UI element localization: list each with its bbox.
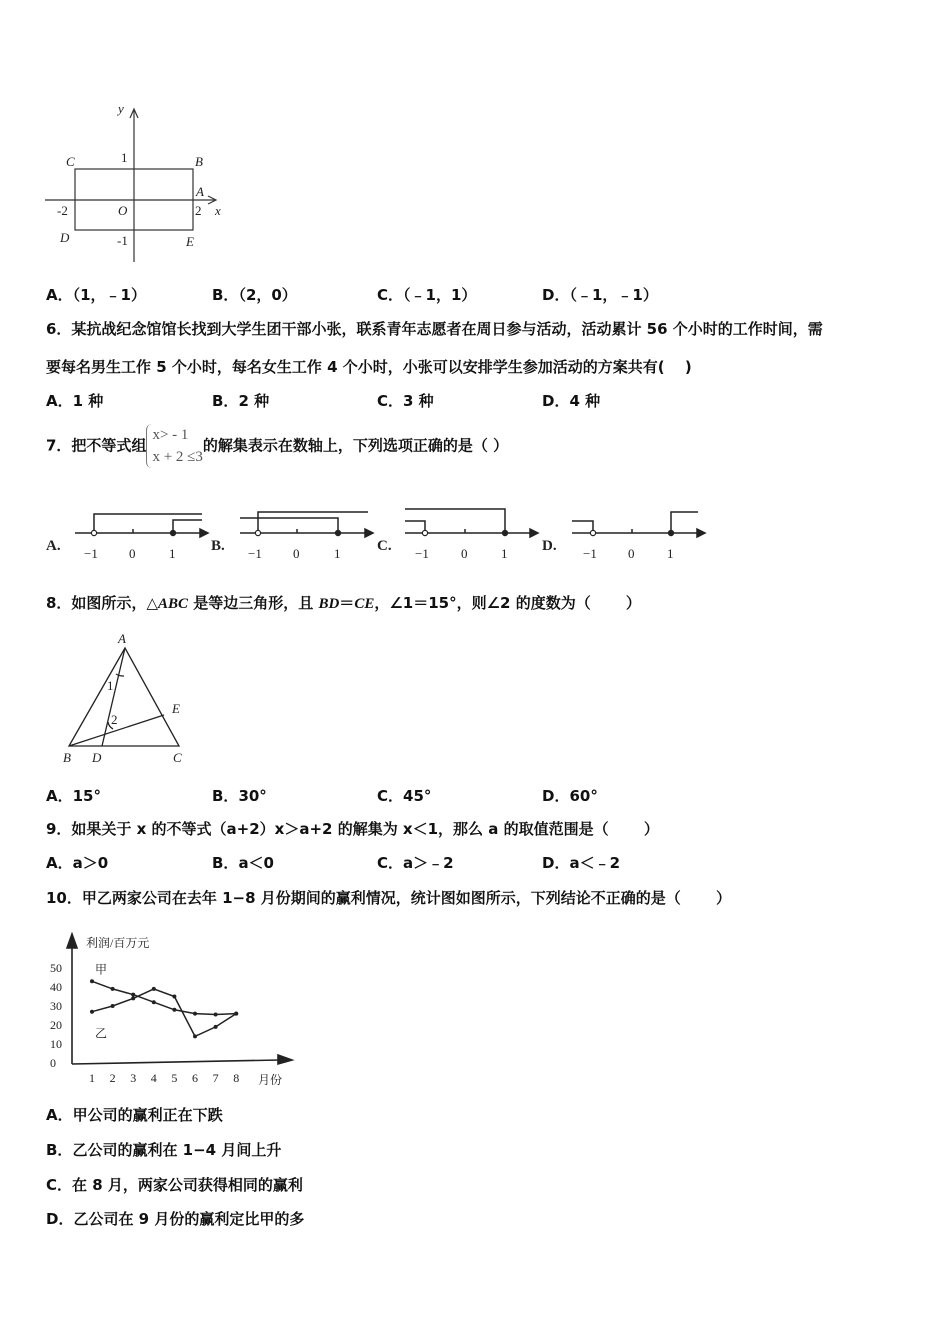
tick-neg-1: −1: [248, 546, 262, 561]
option-letter: B．: [46, 1141, 73, 1159]
chart-x-arrow: [278, 1055, 292, 1064]
label-e: E: [186, 234, 194, 249]
tick-0: 0: [461, 546, 468, 561]
option-letter: C．: [377, 854, 404, 872]
y-tick-label: 10: [50, 1037, 62, 1051]
label-d: D: [60, 230, 70, 245]
option-text: 3 种: [403, 392, 434, 410]
q8-text-part: 8．如图所示，△: [46, 594, 158, 612]
x-tick-label: 4: [150, 1071, 157, 1085]
option-text: 15°: [72, 787, 101, 805]
q10-option-b[interactable]: [46, 1141, 281, 1159]
option-letter: C．: [377, 787, 404, 805]
q7-option-b[interactable]: B.: [211, 538, 225, 554]
option-text: 甲公司的赢利正在下跌: [72, 1106, 223, 1124]
tick-0: 0: [293, 546, 300, 561]
series-label: 甲: [95, 962, 108, 977]
option-letter: A．: [46, 787, 73, 805]
series-line-yi: [92, 989, 236, 1037]
label-a: A: [118, 631, 126, 646]
data-point: [234, 1012, 238, 1016]
data-point: [90, 979, 94, 983]
option-text: （1，﹣1）: [72, 286, 146, 304]
option-letter: C．: [46, 1176, 73, 1194]
inequality-1: x> - 1: [152, 427, 189, 443]
tick-0: 0: [129, 546, 136, 561]
q8-ce: CE: [354, 596, 375, 612]
tick-neg-2: -2: [57, 203, 68, 218]
q8-text-part: ，∠1＝15°，则∠2 的度数为（ ）: [374, 594, 641, 612]
label-c: C: [66, 154, 75, 169]
data-point: [193, 1034, 197, 1038]
tick-0: 0: [628, 546, 635, 561]
option-letter: B．: [212, 286, 239, 304]
q7-suffix: 的解集表示在数轴上，下列选项正确的是（ ）: [202, 436, 509, 455]
tick-2: 2: [195, 203, 202, 218]
x-tick-label: 3: [130, 1071, 137, 1085]
tick-1: 1: [169, 546, 176, 561]
q10-option-a[interactable]: [46, 1106, 223, 1124]
q9-text: 9．如果关于 x 的不等式（a+2）x＞a+2 的解集为 x＜1，那么 a 的取值范围是（ ）: [46, 820, 659, 838]
label-a: A: [196, 184, 204, 199]
q7-option-c[interactable]: C.: [377, 538, 392, 554]
data-point: [131, 993, 135, 997]
x-tick-label: 6: [192, 1071, 198, 1085]
option-letter: C．: [377, 392, 404, 410]
tick-1: 1: [121, 150, 128, 165]
tick-1: 1: [334, 546, 341, 561]
label-b: B: [195, 154, 203, 169]
label-e: E: [172, 701, 180, 716]
data-point: [111, 1004, 115, 1008]
y-tick-label: 20: [50, 1018, 62, 1032]
option-text: 2 种: [238, 392, 270, 410]
tick-neg-1: −1: [415, 546, 429, 561]
q6-text-line2: 要每名男生工作 5 个小时，每名女生工作 4 个小时，小张可以安排学生参加活动的方案共有( ): [46, 358, 692, 376]
chart-x-label: 月份: [258, 1073, 283, 1087]
x-tick-label: 7: [212, 1071, 219, 1085]
q8-bd: BD: [318, 596, 340, 612]
option-letter: A．: [46, 854, 73, 872]
option-letter: D．: [46, 1210, 74, 1228]
option-letter: D．: [542, 286, 570, 304]
y-tick-label: 50: [50, 961, 62, 975]
data-point: [172, 1008, 176, 1012]
option-text: 乙公司在 9 月份的赢利定比甲的多: [73, 1210, 305, 1228]
x-tick-label: 1: [89, 1071, 95, 1085]
q6-text-line1: 6．某抗战纪念馆馆长找到大学生团干部小张，联系青年志愿者在周日参与活动，活动累计 56 个小时的工作时间，需: [46, 320, 823, 338]
option-letter: B．: [212, 854, 239, 872]
data-point: [111, 987, 115, 991]
option-text: （2，0）: [238, 286, 297, 304]
option-text: 乙公司的赢利在 1−4 月间上升: [72, 1141, 282, 1159]
option-letter: B．: [212, 787, 239, 805]
data-point: [214, 1013, 218, 1017]
data-point: [152, 1000, 156, 1004]
x-tick-label: 5: [171, 1071, 178, 1085]
tick-1: 1: [501, 546, 508, 561]
label-y: y: [118, 101, 124, 116]
q10-option-d[interactable]: [46, 1210, 304, 1228]
option-letter: D．: [542, 787, 570, 805]
option-text: a＜﹣2: [569, 854, 621, 872]
q7-option-a[interactable]: A.: [46, 538, 61, 554]
tick-1: 1: [667, 546, 674, 561]
option-letter: A．: [46, 392, 73, 410]
label-x: x: [215, 203, 221, 218]
label-b: B: [63, 750, 71, 765]
option-text: 30°: [238, 787, 267, 805]
option-letter: C．: [377, 286, 404, 304]
label-c: C: [173, 750, 182, 765]
q7-prefix: 7．把不等式组: [46, 436, 147, 455]
option-text: 在 8 月，两家公司获得相同的赢利: [72, 1176, 303, 1194]
series-label: 乙: [95, 1026, 108, 1041]
tick-neg-1: -1: [117, 233, 128, 248]
label-angle-2: 2: [111, 712, 118, 727]
data-point: [172, 995, 176, 999]
data-point: [152, 987, 156, 991]
q8-abc: ABC: [157, 596, 188, 612]
data-point: [90, 1010, 94, 1014]
q10-text: 10．甲乙两家公司在去年 1−8 月份期间的赢利情况，统计图如图所示，下列结论不正确的是（ ）: [46, 889, 731, 907]
data-point: [214, 1025, 218, 1029]
data-point: [193, 1012, 197, 1016]
label-d: D: [92, 750, 102, 765]
data-point: [131, 996, 135, 1000]
q7-option-d[interactable]: D.: [542, 538, 557, 554]
option-text: 4 种: [569, 392, 601, 410]
x-tick-label: 8: [233, 1071, 240, 1085]
tick-neg-1: −1: [84, 546, 98, 561]
inequality-2: x + 2 ≤3: [152, 449, 203, 465]
tick-neg-1: −1: [583, 546, 597, 561]
option-text: a＞0: [72, 854, 109, 872]
option-letter: D．: [542, 854, 570, 872]
option-text: （﹣1，1）: [403, 286, 477, 304]
q10-option-c[interactable]: [46, 1176, 303, 1194]
option-text: （﹣1，﹣1）: [569, 286, 658, 304]
label-angle-1: 1: [107, 678, 114, 693]
q8-eq: ＝: [339, 594, 355, 612]
label-o: O: [118, 203, 128, 218]
option-text: 1 种: [72, 392, 104, 410]
option-text: a＜0: [238, 854, 274, 872]
chart-x-axis: [72, 1060, 280, 1064]
option-letter: A．: [46, 286, 73, 304]
option-text: a＞﹣2: [403, 854, 454, 872]
y-tick-label: 40: [50, 980, 62, 994]
series-line-jia: [92, 981, 236, 1014]
option-letter: B．: [212, 392, 239, 410]
x-tick-label: 2: [109, 1071, 116, 1085]
chart-y-arrow: [67, 934, 77, 948]
q8-text-part: 是等边三角形，且: [188, 594, 319, 612]
option-letter: A．: [46, 1106, 73, 1124]
chart-y-label: 利润/百万元: [86, 936, 150, 950]
option-letter: D．: [542, 392, 570, 410]
option-text: 60°: [569, 787, 598, 805]
option-text: 45°: [403, 787, 432, 805]
y-tick-label: 0: [50, 1056, 56, 1070]
y-tick-label: 30: [50, 999, 62, 1013]
